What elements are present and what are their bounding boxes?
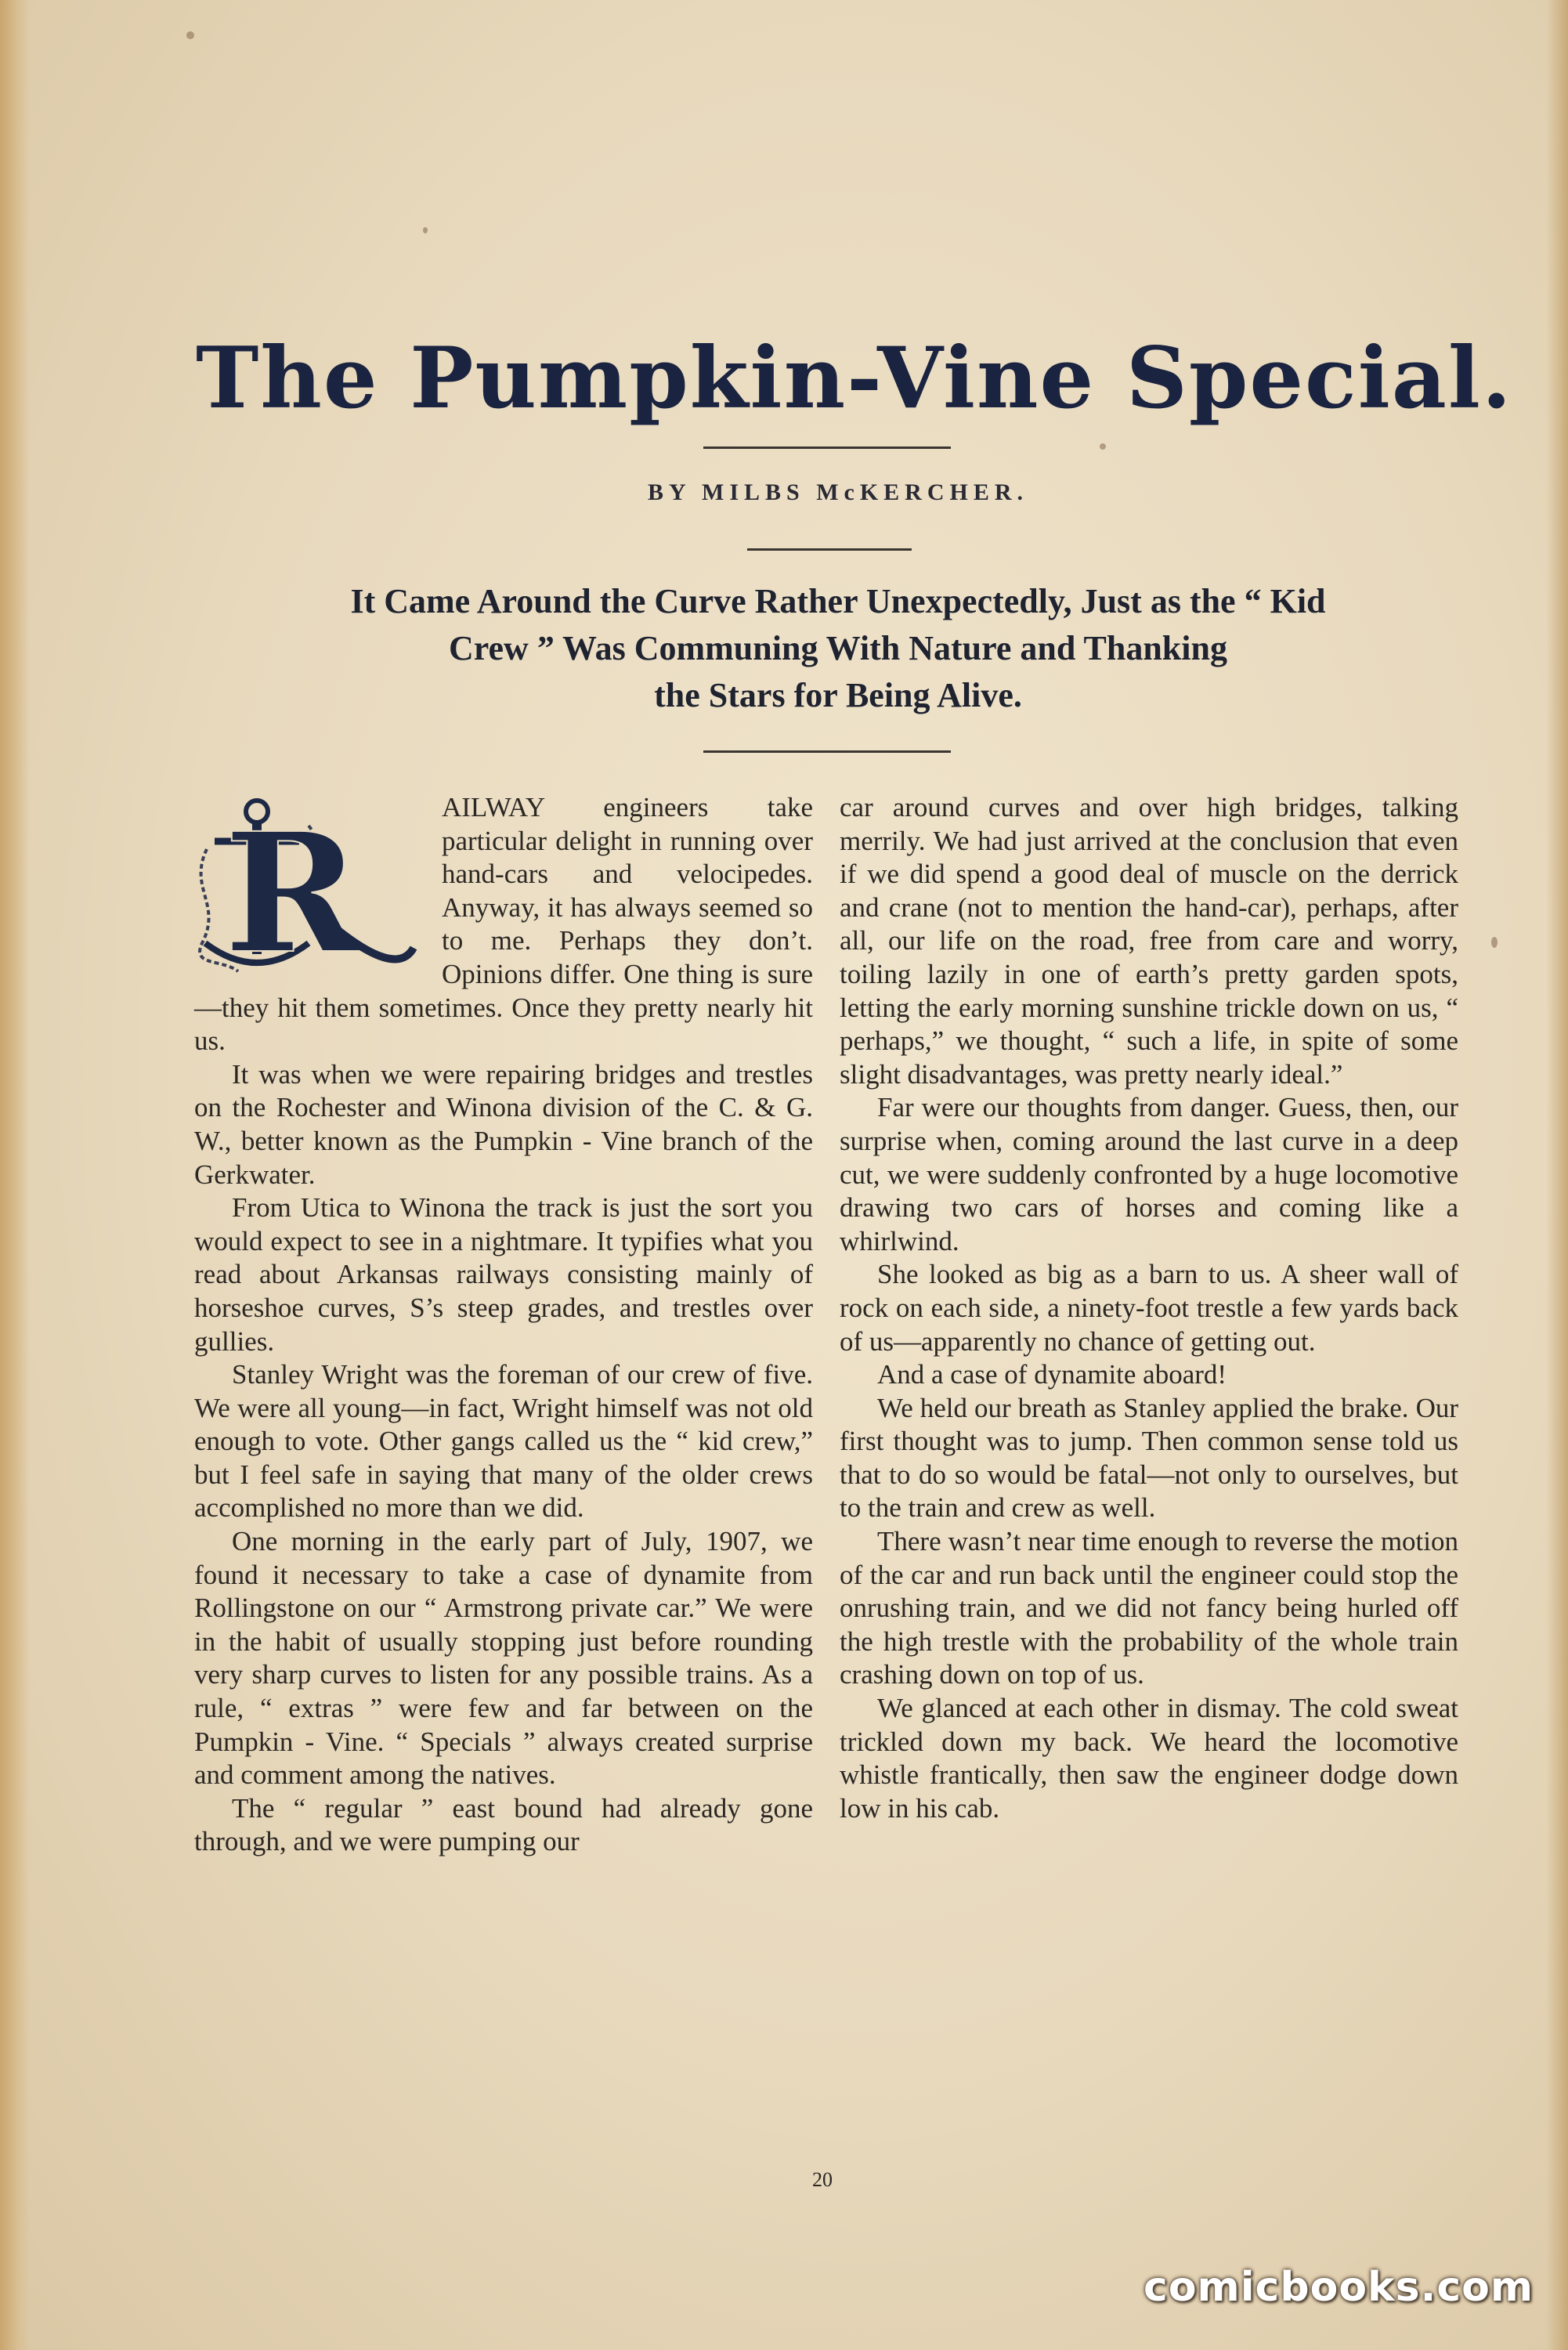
paragraph: She looked as big as a barn to us. A sheer wall of rock on each side, a ninety-foot trestle a few yards back of us—apparently no chance of getting out. [840,1259,1458,1357]
subheading-line: It Came Around the Curve Rather Unexpectedly, Just as the “ Kid [350,582,1326,620]
subheading-line: Crew ” Was Communing With Nature and Thanking [449,629,1227,667]
page-edge-right [1546,0,1568,2350]
page-number: 20 [812,2168,833,2191]
dropcap-ornament [191,794,426,974]
site-watermark: comicbooks.com [1143,2264,1534,2311]
paragraph: One morning in the early part of July, 1907, we found it necessary to take a case of dynamite from Rollingstone on our “ Armstrong private car.” We were in the habit of usually stopping just before rounding very sharp curves to listen for any possible trains. As a rule, “ extras ” were few and far between on the Pumpkin - Vine. “ Specials ” always created surprise and comment among the natives. [194,1526,813,1791]
paragraph: There wasn’t near time enough to reverse the motion of the car and run back until the engineer could stop the onrushing train, and we did not fancy being hurled off the high trestle with the probability of the whole train crashing down on top of us. [840,1526,1458,1690]
article-subheading [188,578,1488,719]
text-column-right [840,791,1458,1825]
article-title: The Pumpkin-Vine Special. [196,329,1513,428]
paper-speck [423,227,428,233]
anchor-letter-icon [191,794,426,974]
divider-rule [703,750,951,753]
page-edge-left [0,0,30,2350]
divider-rule [703,446,951,449]
paragraph: We glanced at each other in dismay. The cold sweat trickled down my back. We heard the locomotive whistle frantically, then saw the engineer dodge down low in his cab. [840,1693,1458,1824]
paragraph: Far were our thoughts from danger. Guess, then, our surprise when, coming around the last curve in a deep cut, we were suddenly confronted by a huge locomotive drawing two cars of horses and coming like a whirlwind. [840,1092,1458,1256]
paragraph: It was when we were repairing bridges and trestles on the Rochester and Winona division of the C. & G. W., better known as the Pumpkin - Vine branch of the Gerkwater. [194,1058,813,1190]
paper-speck [186,31,194,39]
paper-speck [1100,443,1106,450]
paragraph: The “ regular ” east bound had already gone through, and we were pumping our [194,1792,813,1857]
paragraph: Stanley Wright was the foreman of our crew of five. We were all young—in fact, Wright himself was not old enough to vote. Other gangs called us the “ kid crew,” but I feel safe in saying that many of the older crews accomplished no more than we did. [194,1359,813,1524]
subheading-line: the Stars for Being Alive. [654,676,1022,714]
dropcap-letter: R [224,797,361,974]
paragraph: And a case of dynamite aboard! [877,1359,1227,1390]
paper-speck [1491,937,1498,948]
paragraph: From Utica to Winona the track is just the sort you would expect to see in a nightmare. It typifies what you read about Arkansas railways consisting mainly of horseshoe curves, S’s steep grades, and trestles over gullies. [194,1192,813,1357]
text-column-left [194,791,813,1859]
paragraph: We held our breath as Stanley applied the brake. Our first thought was to jump. Then common sense told us that to do so would be fatal—not only to ourselves, but to the train and crew as well. [840,1392,1458,1524]
paragraph: car around curves and over high bridges, talking merrily. We had just arrived at the conclusion that even if we did spend a good deal of muscle on the derrick and crane (not to mention the hand-car), perhaps, after all, our life on the road, free from care and worry, toiling lazily in one of earth’s pretty garden spots, letting the early morning sunshine trickle down on us, “ perhaps,” we thought, “ such a life, in spite of some slight disadvantages, was pretty nearly ideal.” [840,792,1458,1090]
paragraph: AILWAY engineers take particular delight in running over hand-cars and velocipedes. Anyway, it has always seemed so to me. Perhaps they don’t. Opinions differ. One thing is sure—they hit them sometimes. Once they pretty nearly hit us. [194,792,813,1057]
divider-rule [747,548,912,551]
article-byline: BY MILBS McKERCHER. [647,479,1029,505]
